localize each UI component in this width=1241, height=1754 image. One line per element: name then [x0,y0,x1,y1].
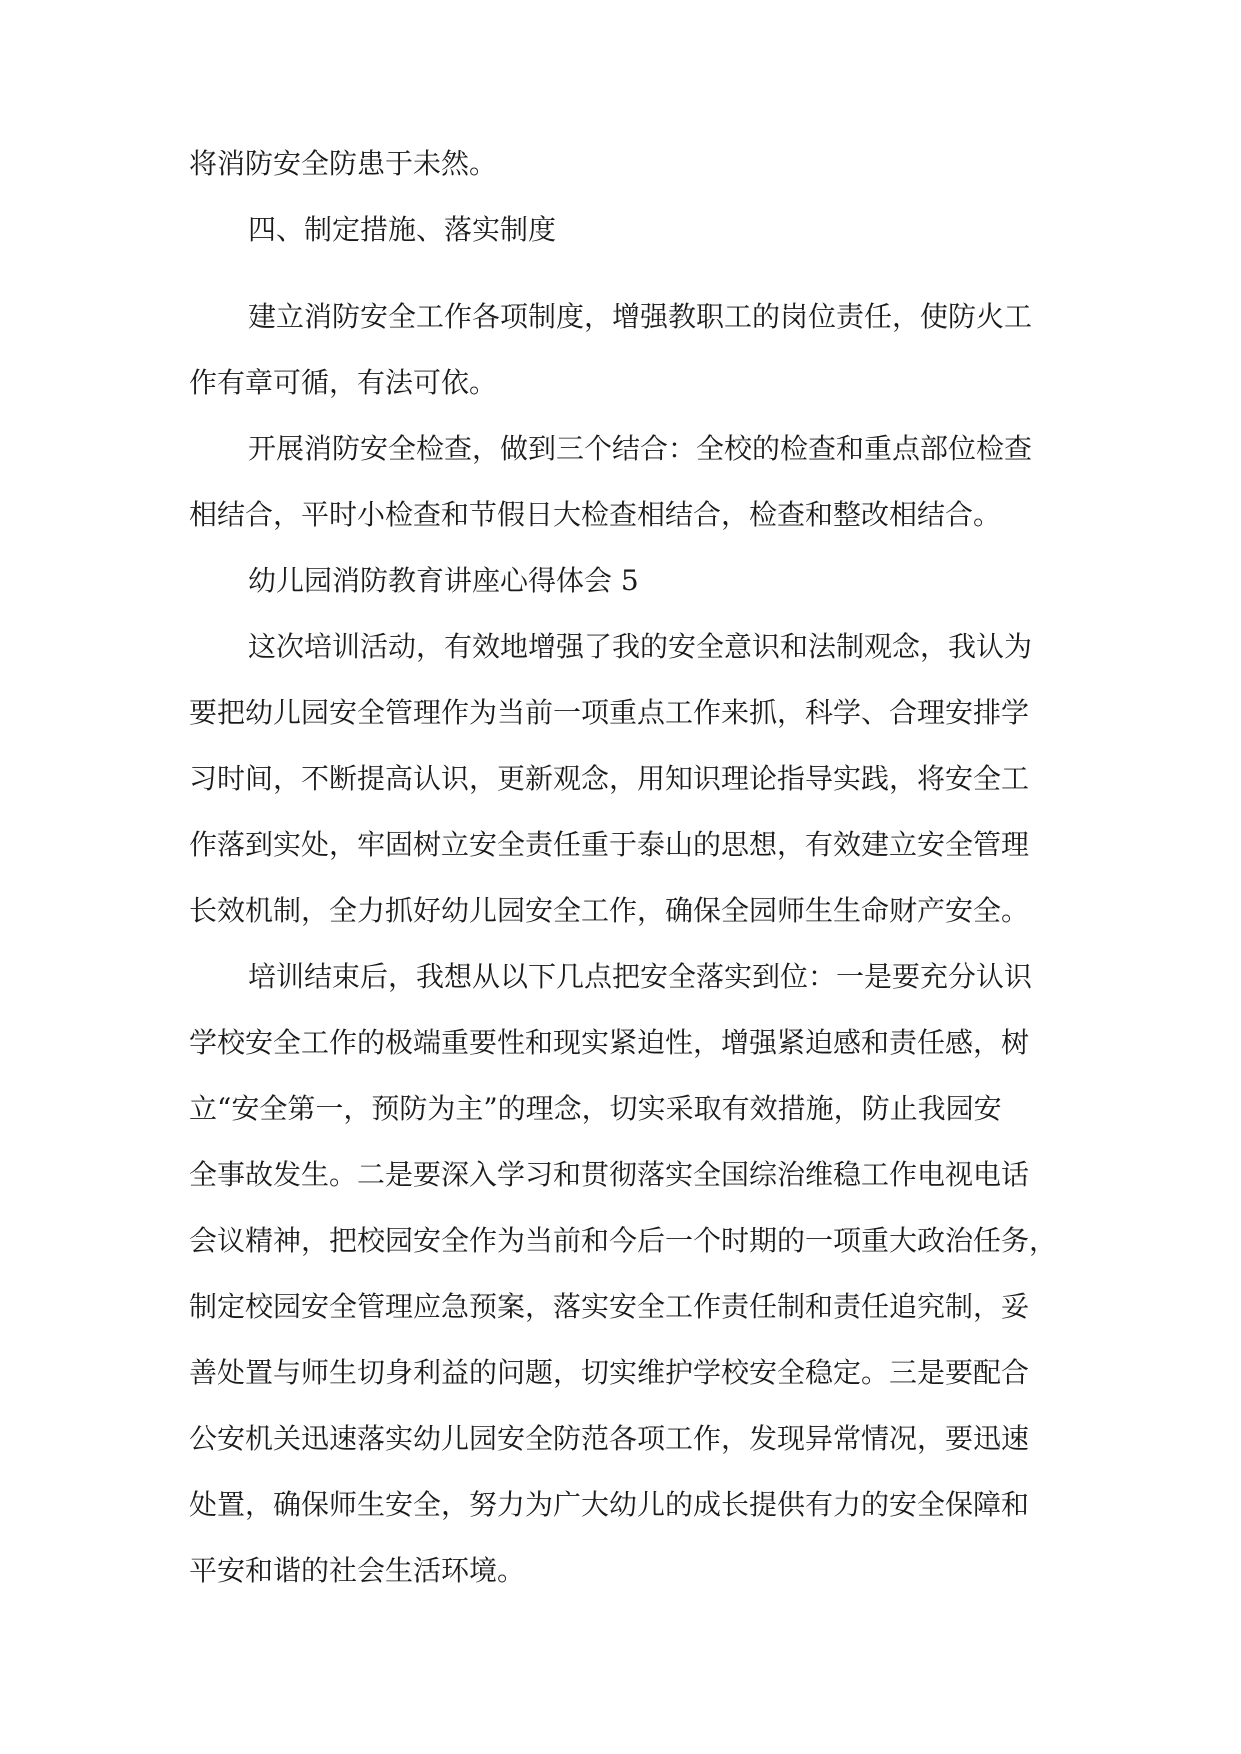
article-title: 幼儿园消防教育讲座心得体会 5 [248,564,639,597]
paragraph-line: 作有章可循，有法可依。 [189,366,498,399]
paragraph-line: 长效机制，全力抓好幼儿园安全工作，确保全园师生生命财产安全。 [189,894,1030,927]
paragraph-line: 善处置与师生切身利益的问题，切实维护学校安全稳定。三是要配合 [189,1356,1030,1389]
paragraph-line: 会议精神，把校园安全作为当前和今后一个时期的一项重大政治任务， [189,1224,1058,1257]
paragraph-line: 制定校园安全管理应急预案，落实安全工作责任制和责任追究制，妥 [189,1290,1030,1323]
paragraph-line: 要把幼儿园安全管理作为当前一项重点工作来抓，科学、合理安排学 [189,696,1030,729]
paragraph-line: 开展消防安全检查，做到三个结合：全校的检查和重点部位检查 [248,432,1033,465]
paragraph-line: 平安和谐的社会生活环境。 [189,1554,526,1587]
paragraph-line: 公安机关迅速落实幼儿园安全防范各项工作，发现异常情况，要迅速 [189,1422,1030,1455]
section-heading: 四、制定措施、落实制度 [248,213,557,246]
paragraph-line: 将消防安全防患于未然。 [189,147,498,180]
paragraph-line: 作落到实处，牢固树立安全责任重于泰山的思想，有效建立安全管理 [189,828,1030,861]
paragraph-line: 建立消防安全工作各项制度，增强教职工的岗位责任，使防火工 [248,300,1033,333]
paragraph-line: 全事故发生。二是要深入学习和贯彻落实全国综治维稳工作电视电话 [189,1158,1030,1191]
paragraph-line: 培训结束后，我想从以下几点把安全落实到位：一是要充分认识 [248,960,1033,993]
paragraph-line: 相结合，平时小检查和节假日大检查相结合，检查和整改相结合。 [189,498,1002,531]
paragraph-line: 立“安全第一，预防为主”的理念，切实采取有效措施，防止我园安 [189,1092,1002,1125]
paragraph-line: 这次培训活动，有效地增强了我的安全意识和法制观念，我认为 [248,630,1033,663]
paragraph-line: 处置，确保师生安全，努力为广大幼儿的成长提供有力的安全保障和 [189,1488,1030,1521]
paragraph-line: 习时间，不断提高认识，更新观念，用知识理论指导实践，将安全工 [189,762,1030,795]
paragraph-line: 学校安全工作的极端重要性和现实紧迫性，增强紧迫感和责任感，树 [189,1026,1030,1059]
